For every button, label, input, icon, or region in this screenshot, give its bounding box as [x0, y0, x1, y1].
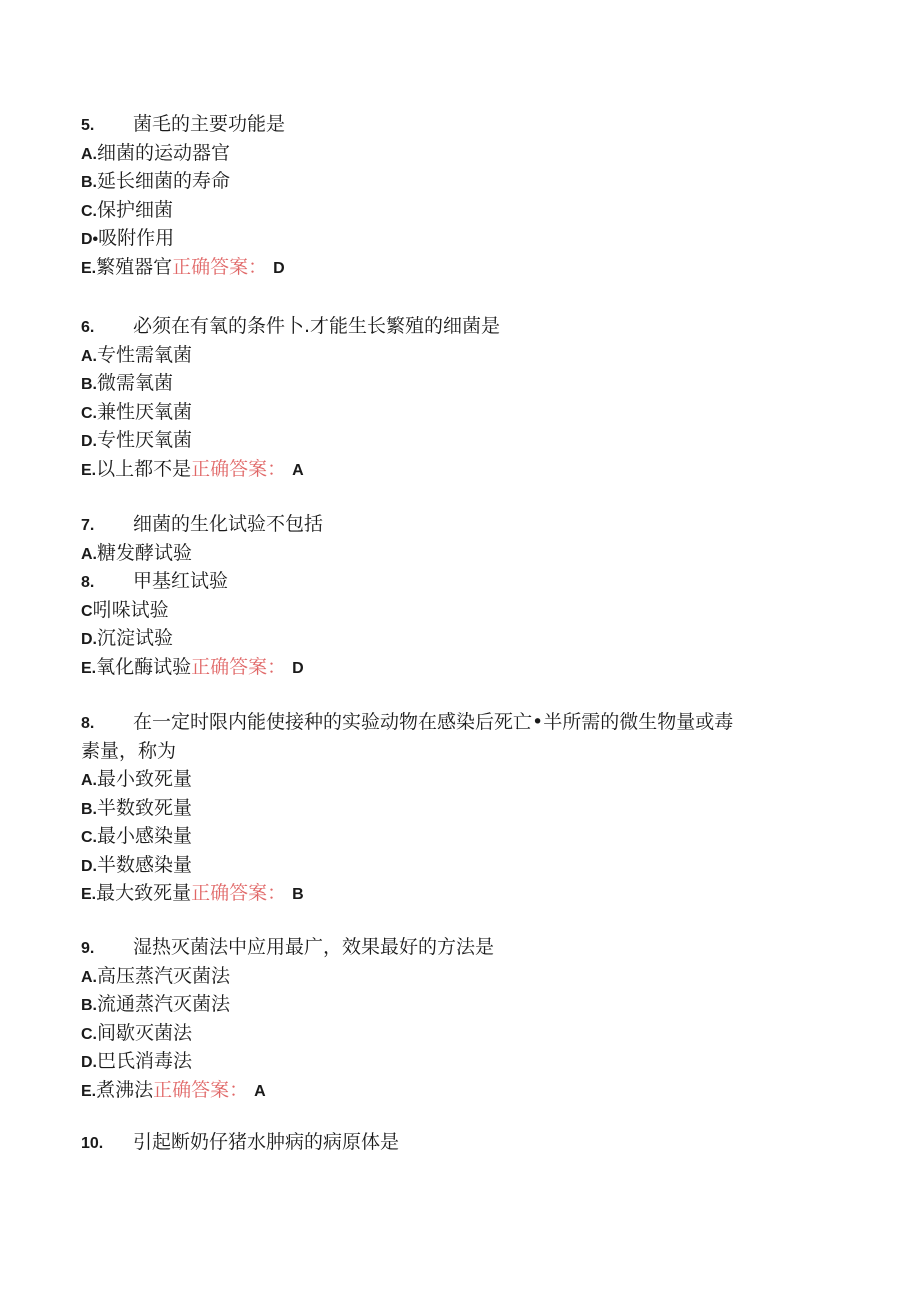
question-number: 6.: [81, 319, 95, 336]
question-9: [81, 933, 841, 1104]
option-key: C.: [81, 1025, 97, 1043]
option-a: [81, 139, 841, 168]
option-e: [81, 455, 841, 484]
question-stem: [81, 510, 841, 539]
option-text: 流通蒸汽灭菌法: [97, 993, 231, 1015]
question-number: 5.: [81, 117, 95, 134]
option-key: B.: [81, 174, 97, 191]
question-text: 细菌的生化试验不包括: [133, 513, 324, 535]
question-number: 8.: [81, 715, 95, 732]
option-text: 最大致死量: [96, 882, 192, 904]
answer-key: D: [292, 659, 304, 677]
option-a: [81, 341, 841, 370]
option-text: 氧化酶试验: [96, 655, 192, 678]
option-text: 半数感染量: [97, 853, 193, 876]
option-text: 糖发酵试验: [97, 541, 193, 564]
option-key: D.: [81, 1054, 97, 1071]
option-a: [81, 765, 841, 794]
option-text: 细菌的运动器官: [97, 141, 231, 164]
option-key: E.: [81, 1082, 97, 1100]
option-b: [81, 567, 841, 596]
option-text: 间歇灭菌法: [97, 1021, 193, 1044]
answer-label: 正确答案：: [191, 655, 287, 678]
question-number: 7.: [81, 517, 95, 534]
question-10: [81, 1128, 841, 1157]
question-text: 必须在有氧的条件卜.才能生长繁殖的细菌是: [133, 315, 501, 337]
question-text: 菌毛的主要功能是: [133, 113, 286, 135]
question-number: 9.: [81, 940, 95, 957]
option-e: [81, 253, 841, 282]
option-key: B.: [81, 997, 97, 1014]
option-key: E.: [81, 886, 97, 903]
option-text: 微需氧菌: [97, 372, 174, 394]
option-key: A.: [81, 772, 97, 789]
option-text: 延长细菌的寿命: [97, 170, 231, 192]
answer-label: 正确答案：: [172, 255, 268, 278]
option-text: 巴氏消毒法: [97, 1050, 193, 1072]
option-key: C.: [81, 202, 97, 220]
question-stem-continuation: 素量，称为: [81, 739, 177, 762]
option-text: 繁殖器官: [96, 255, 173, 278]
option-a: [81, 962, 841, 991]
option-text: 以上都不是: [96, 457, 192, 480]
option-key: E.: [81, 659, 97, 677]
option-c: [81, 1019, 841, 1048]
option-c: [81, 596, 841, 625]
option-key: E.: [81, 461, 97, 479]
answer-label: 正确答案：: [191, 457, 287, 480]
option-text: 沉淀试验: [97, 627, 174, 649]
option-e: [81, 879, 841, 908]
question-text: 引起断奶仔猪水肿病的病原体是: [133, 1131, 400, 1153]
option-text: 半数致死量: [97, 796, 193, 819]
question-5: [81, 110, 841, 281]
question-7: [81, 510, 841, 681]
option-text: 甲基红试验: [133, 570, 229, 592]
option-key: D.: [81, 433, 97, 450]
question-stem: [81, 110, 841, 139]
option-text: 保护细菌: [97, 198, 174, 221]
question-stem: [81, 708, 841, 737]
question-stem: [81, 312, 841, 341]
question-8: [81, 708, 841, 908]
option-text: 吸附作用: [98, 227, 175, 249]
option-text: 专性厌氧菌: [97, 429, 193, 451]
option-key: C.: [81, 829, 97, 846]
option-key: 8.: [81, 574, 95, 591]
answer-label: 正确答案：: [153, 1078, 249, 1101]
option-d: [81, 851, 841, 880]
option-key: B.: [81, 800, 97, 818]
option-key: C.: [81, 404, 97, 422]
option-a: [81, 539, 841, 568]
option-text: 最小致死量: [97, 768, 193, 790]
answer-key: A: [254, 1082, 266, 1100]
option-b: [81, 167, 841, 196]
option-c: [81, 398, 841, 427]
question-text: 在一定时限内能使接种的实验动物在感染后死亡•半所需的微生物量或毒: [133, 711, 734, 733]
option-key: D.: [81, 631, 97, 648]
option-d: [81, 224, 841, 253]
option-d: [81, 426, 841, 455]
option-c: [81, 822, 841, 851]
option-c: [81, 196, 841, 225]
option-key: E.: [81, 259, 97, 277]
answer-label: 正确答案：: [191, 882, 287, 904]
option-key: C: [81, 602, 93, 620]
option-e: [81, 653, 841, 682]
question-stem: [81, 1128, 841, 1157]
option-d: [81, 624, 841, 653]
option-text: 煮沸法: [96, 1078, 154, 1101]
option-key: D.: [81, 857, 97, 875]
option-text: 高压蒸汽灭菌法: [97, 964, 231, 987]
option-text: 专性需氧菌: [97, 343, 193, 366]
option-key: D•: [81, 231, 99, 248]
option-b: [81, 369, 841, 398]
option-b: [81, 990, 841, 1019]
option-text: 兼性厌氧菌: [97, 400, 193, 423]
option-key: A.: [81, 968, 97, 986]
answer-key: A: [292, 461, 304, 479]
answer-key: B: [292, 886, 304, 903]
option-e: [81, 1076, 841, 1105]
option-key: A.: [81, 347, 97, 365]
question-6: [81, 312, 841, 483]
answer-key: D: [273, 259, 285, 277]
option-text: 最小感染量: [97, 825, 193, 847]
option-b: [81, 794, 841, 823]
option-text: 吲哚试验: [92, 598, 169, 621]
option-key: B.: [81, 376, 97, 393]
question-number: 10.: [81, 1135, 104, 1152]
option-d: [81, 1047, 841, 1076]
question-stem: [81, 933, 841, 962]
option-key: A.: [81, 545, 97, 563]
question-text: 湿热灭菌法中应用最广，效果最好的方法是: [133, 936, 495, 958]
option-key: A.: [81, 145, 97, 163]
